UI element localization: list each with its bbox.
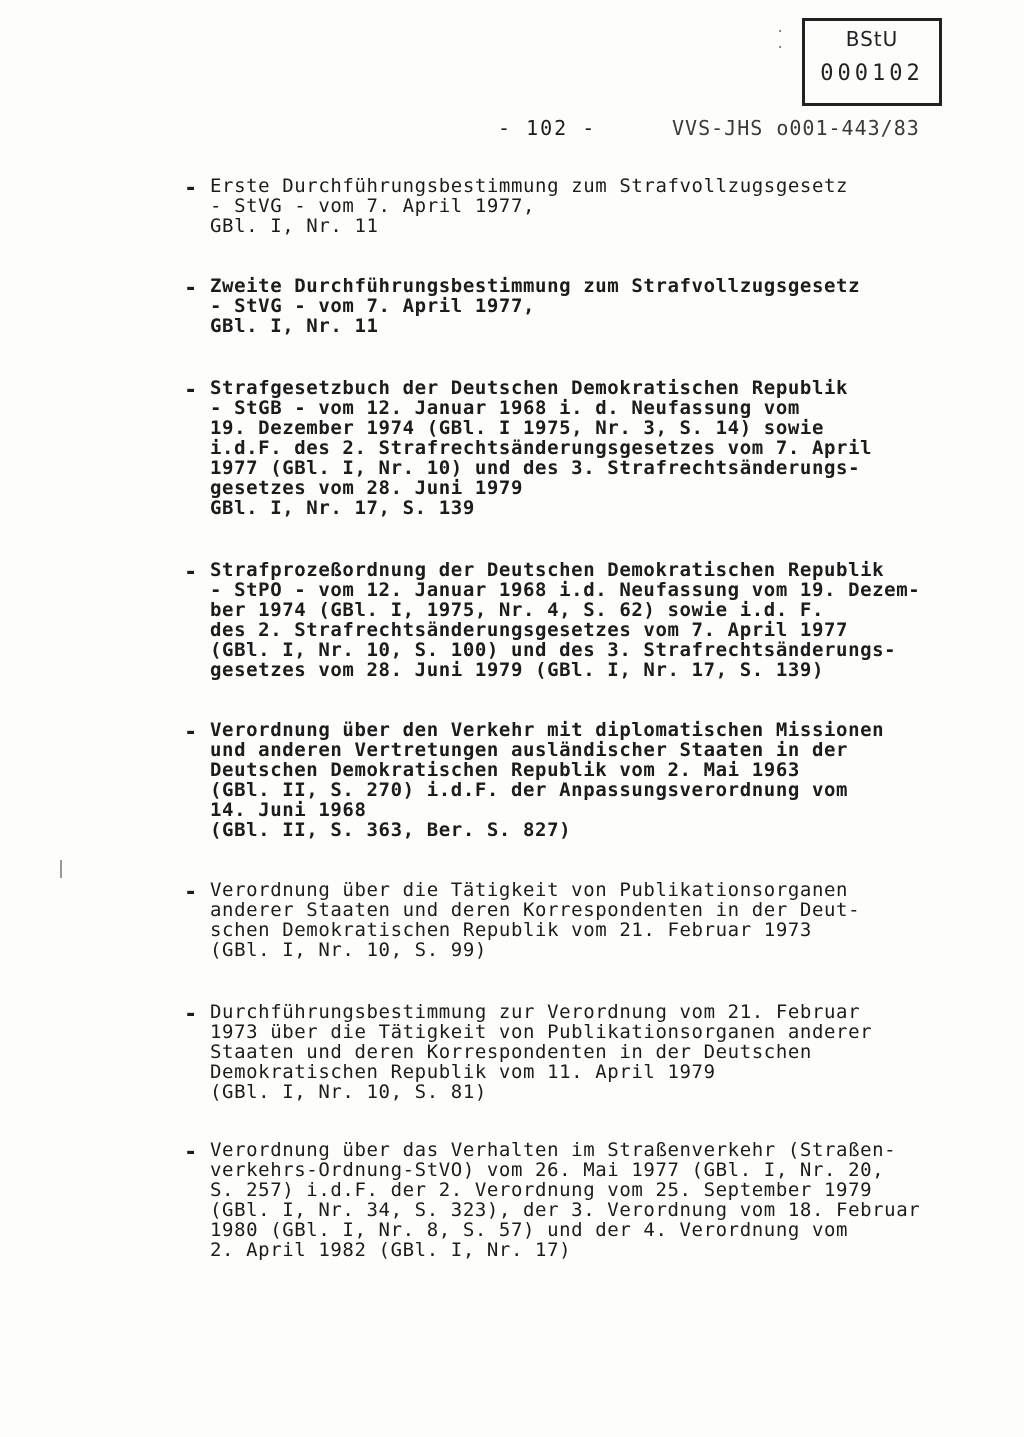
list-item bbox=[184, 378, 924, 518]
list-bullet: - bbox=[184, 880, 198, 905]
list-item bbox=[184, 176, 924, 236]
list-item bbox=[184, 560, 924, 680]
margin-mark bbox=[60, 860, 62, 878]
list-item-text: Strafprozeßordnung der Deutschen Demokratischen Republik - StPO - vom 12. Januar 1968 i.d. Neufassung vom 19. Dezem- ber 1974 (GBl. I, 1975, Nr. 4, S. 62) sowie i.d. F. des 2. Strafrechtsänderungsgesetzes vom 7. April 1977 (GBl. I, Nr. 10, S. 100) und des 3. Strafrechtsänderungs- gesetzes vom 28. Juni 1979 (GBl. I, Nr. 17, S. 139) bbox=[210, 559, 921, 681]
list-item-text: Strafgesetzbuch der Deutschen Demokratischen Republik - StGB - vom 12. Januar 1968 i. d. Neufassung vom 19. Dezember 1974 (GBl. I 1975, Nr. 3, S. 14) sowie i.d.F. des 2. Strafrechtsänderungsgesetzes vom 7. April 1977 (GBl. I, Nr. 10) und des 3. Strafrechtsänderungs- gesetzes vom 28. Juni 1979 GBl. I, Nr. 17, S. 139 bbox=[210, 377, 873, 519]
stamp-label: BStU bbox=[845, 27, 899, 51]
stamp-number: 000102 bbox=[820, 61, 924, 86]
list-item bbox=[184, 276, 924, 336]
list-item bbox=[184, 1140, 924, 1260]
list-bullet: - bbox=[184, 276, 198, 301]
list-bullet: - bbox=[184, 1002, 198, 1027]
list-bullet: - bbox=[184, 378, 198, 403]
list-item-text: Erste Durchführungsbestimmung zum Strafvollzugsgesetz - StVG - vom 7. April 1977, GBl. I, Nr. 11 bbox=[210, 175, 849, 237]
list-item bbox=[184, 1002, 924, 1102]
margin-dots: · · bbox=[776, 24, 785, 56]
list-item-text: Zweite Durchführungsbestimmung zum Strafvollzugsgesetz - StVG - vom 7. April 1977, GBl. I, Nr. 11 bbox=[210, 275, 861, 337]
list-item-text: Verordnung über das Verhalten im Straßenverkehr (Straßen- verkehrs-Ordnung-StVO) vom 26. Mai 1977 (GBl. I, Nr. 20, S. 257) i.d.F. der 2. Verordnung vom 25. September 1979 (GBl. I, Nr. 34, S. 323), der 3. Verordnung vom 18. Februar 1980 (GBl. I, Nr. 8, S. 57) und der 4. Verordnung vom 2. April 1982 (GBl. I, Nr. 17) bbox=[210, 1139, 921, 1261]
document-reference: VVS-JHS o001-443/83 bbox=[672, 116, 920, 140]
list-bullet: - bbox=[184, 720, 198, 745]
list-item bbox=[184, 880, 924, 960]
list-bullet: - bbox=[184, 560, 198, 585]
list-bullet: - bbox=[184, 1140, 198, 1165]
page-number: - 102 - bbox=[498, 116, 597, 140]
list-bullet: - bbox=[184, 176, 198, 201]
archive-stamp bbox=[802, 18, 942, 106]
list-item-text: Durchführungsbestimmung zur Verordnung vom 21. Februar 1973 über die Tätigkeit von Publikationsorganen anderer Staaten und deren Korrespondenten in der Deutschen Demokratischen Republik vom 11. April 1979 (GBl. I, Nr. 10, S. 81) bbox=[210, 1001, 873, 1103]
list-item-text: Verordnung über die Tätigkeit von Publikationsorganen anderer Staaten und deren Korrespondenten in der Deut- schen Demokratischen Republik vom 21. Februar 1973 (GBl. I, Nr. 10, S. 99) bbox=[210, 879, 861, 961]
list-item bbox=[184, 720, 924, 840]
list-item-text: Verordnung über den Verkehr mit diplomatischen Missionen und anderen Vertretungen ausländischer Staaten in der Deutschen Demokratischen Republik vom 2. Mai 1963 (GBl. II, S. 270) i.d.F. der Anpassungsverordnung vom 14. Juni 1968 (GBl. II, S. 363, Ber. S. 827) bbox=[210, 719, 885, 841]
